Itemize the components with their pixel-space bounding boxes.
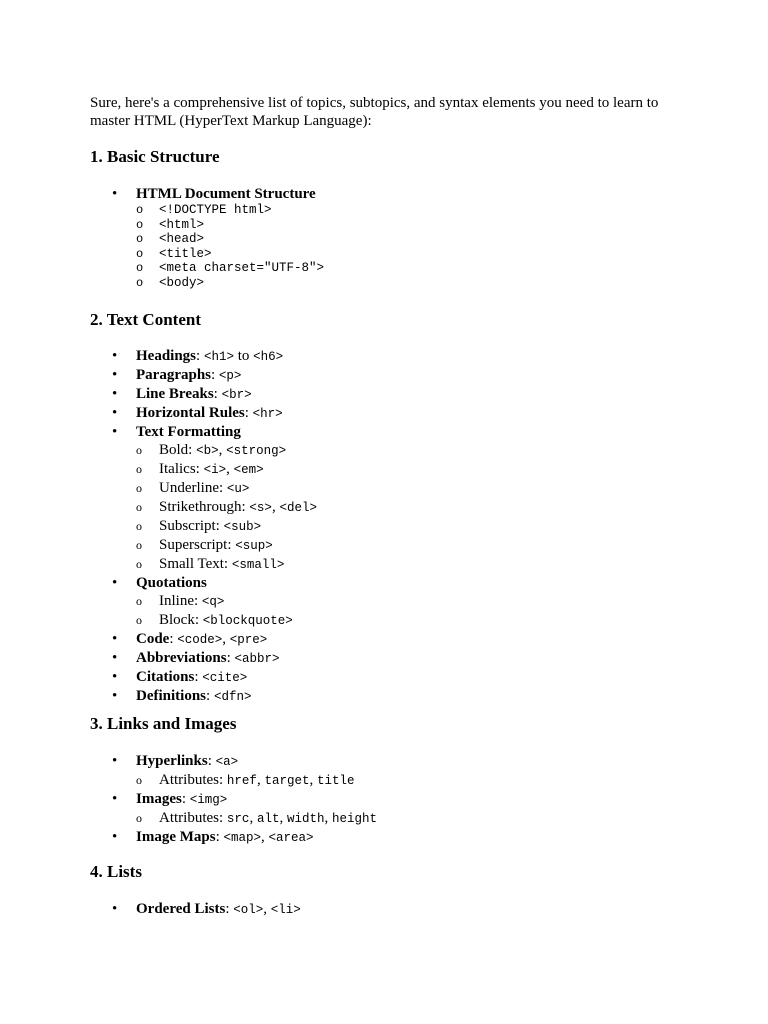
list-item: o Attributes: href, target, title: [136, 771, 377, 790]
list-item: o Bold: <b>, <strong>: [136, 441, 317, 460]
item-label: Horizontal Rules: [136, 405, 245, 421]
list-item: [112, 185, 324, 291]
list-item: o <!DOCTYPE html>: [136, 203, 324, 218]
item-label: Images: [136, 791, 182, 807]
connector-text: to: [233, 348, 254, 364]
item-label: Line Breaks: [136, 386, 214, 402]
list-item: o <head>: [136, 232, 324, 247]
list-item: • Ordered Lists: <ol>, <li>: [112, 900, 301, 919]
image-attrs-sublist: [136, 809, 377, 828]
code-token: <p>: [218, 369, 242, 383]
code-token: <abbr>: [234, 652, 280, 666]
list-item: [112, 423, 317, 574]
code-token: <ol>: [233, 903, 264, 917]
code-token: width: [286, 812, 325, 826]
sub-label: Block:: [159, 612, 203, 628]
list-item: o Italics: <i>, <em>: [136, 460, 317, 479]
code-token: href: [226, 774, 257, 788]
item-label: HTML Document Structure: [136, 186, 316, 202]
code-token: <sub>: [223, 520, 262, 534]
quotations-sublist: [136, 592, 317, 630]
code-token: height: [331, 812, 377, 826]
list-item: • Horizontal Rules: <hr>: [112, 404, 317, 423]
sub-label: Italics:: [159, 461, 204, 477]
list-item: • Paragraphs: <p>: [112, 366, 317, 385]
text-formatting-sublist: [136, 441, 317, 574]
sub-label: Superscript:: [159, 537, 236, 553]
code-token: <u>: [226, 482, 250, 496]
list-item: [136, 592, 317, 611]
section-title-links-images: 3. Links and Images: [90, 714, 237, 733]
list-item: [136, 611, 317, 630]
code-token: <li>: [270, 903, 301, 917]
sub-label: Inline:: [159, 593, 202, 609]
code-token: <strong>: [226, 444, 287, 458]
list-item: • Abbreviations: <abbr>: [112, 649, 317, 668]
list-item: o Strikethrough: <s>, <del>: [136, 498, 317, 517]
list-item: o <meta charset="UTF-8">: [136, 261, 324, 276]
list-item: [136, 536, 317, 555]
sub-label: Strikethrough:: [159, 499, 250, 515]
item-label: Paragraphs: [136, 367, 211, 383]
code-token: <area>: [268, 831, 314, 845]
list-item: • Code: <code>, <pre>: [112, 630, 317, 649]
sub-label: Small Text:: [159, 556, 232, 572]
code-token: <em>: [233, 463, 264, 477]
sub-label: Underline:: [159, 480, 227, 496]
item-label: Text Formatting: [136, 424, 241, 440]
code-token: <b>: [196, 444, 219, 458]
item-label: Definitions: [136, 688, 207, 704]
section-title-lists: 4. Lists: [90, 862, 142, 881]
list-item: • Line Breaks: <br>: [112, 385, 317, 404]
code-token: <code>: [177, 633, 223, 647]
list-item: • Image Maps: <map>, <area>: [112, 828, 377, 847]
code-token: <map>: [223, 831, 262, 845]
code-token: <s>: [249, 501, 272, 515]
code-token: <a>: [215, 755, 239, 769]
code-token: title: [316, 774, 355, 788]
item-label: Abbreviations: [136, 650, 227, 666]
sub-label: Attributes:: [159, 810, 227, 826]
item-label: Quotations: [136, 575, 207, 591]
section-title-text-content: 2. Text Content: [90, 310, 201, 329]
links-images-list: [112, 752, 377, 847]
code-token: <small>: [231, 558, 285, 572]
sub-label: Subscript:: [159, 518, 224, 534]
list-item: [136, 555, 317, 574]
code-token: <hr>: [252, 407, 283, 421]
doc-structure-sublist: [136, 203, 324, 291]
lists-list: [112, 900, 301, 919]
code-token: <dfn>: [213, 690, 252, 704]
list-item: [112, 574, 317, 630]
code-token: <sup>: [235, 539, 273, 553]
code-token: target: [264, 774, 310, 788]
code-token: <img>: [189, 793, 228, 807]
code-token: src: [226, 812, 250, 826]
section-title-basic-structure: 1. Basic Structure: [90, 147, 220, 166]
item-label: Hyperlinks: [136, 753, 208, 769]
code-token: <i>: [203, 463, 227, 477]
code-token: <br>: [221, 388, 252, 402]
intro-paragraph: Sure, here's a comprehensive list of topics, subtopics, and syntax elements you need to learn to master HTML (HyperText Markup Language):: [90, 95, 659, 129]
list-item: [136, 517, 317, 536]
list-item: [136, 479, 317, 498]
code-token: <q>: [201, 595, 225, 609]
list-item: • Citations: <cite>: [112, 668, 317, 687]
list-item: • Headings: <h1> to <h6>: [112, 347, 317, 366]
list-item: o <title>: [136, 247, 324, 262]
sub-label: Attributes:: [159, 772, 227, 788]
item-label: Ordered Lists: [136, 901, 226, 917]
item-label: Image Maps: [136, 829, 216, 845]
code-token: alt: [256, 812, 280, 826]
code-token: <del>: [279, 501, 317, 515]
item-label: Headings: [136, 348, 197, 364]
list-item: • Definitions: <dfn>: [112, 687, 317, 706]
code-token: <cite>: [202, 671, 248, 685]
list-item: o <html>: [136, 218, 324, 233]
sub-label: Bold:: [159, 442, 197, 458]
item-label: Citations: [136, 669, 195, 685]
code-token: <h6>: [253, 350, 284, 364]
code-token: <h1>: [203, 350, 234, 364]
basic-structure-list: [112, 185, 324, 291]
text-content-list: [112, 347, 317, 706]
code-token: <blockquote>: [202, 614, 293, 628]
list-item: o Attributes: src, alt, width, height: [136, 809, 377, 828]
list-item: • Hyperlinks: <a> o Attributes: href, target, title: [112, 752, 377, 790]
list-item: o <body>: [136, 276, 324, 291]
code-token: <pre>: [229, 633, 268, 647]
item-label: Code: [136, 631, 170, 647]
list-item: • Images: <img> o Attributes: src, alt, width, height: [112, 790, 377, 828]
hyperlink-attrs-sublist: [136, 771, 377, 790]
